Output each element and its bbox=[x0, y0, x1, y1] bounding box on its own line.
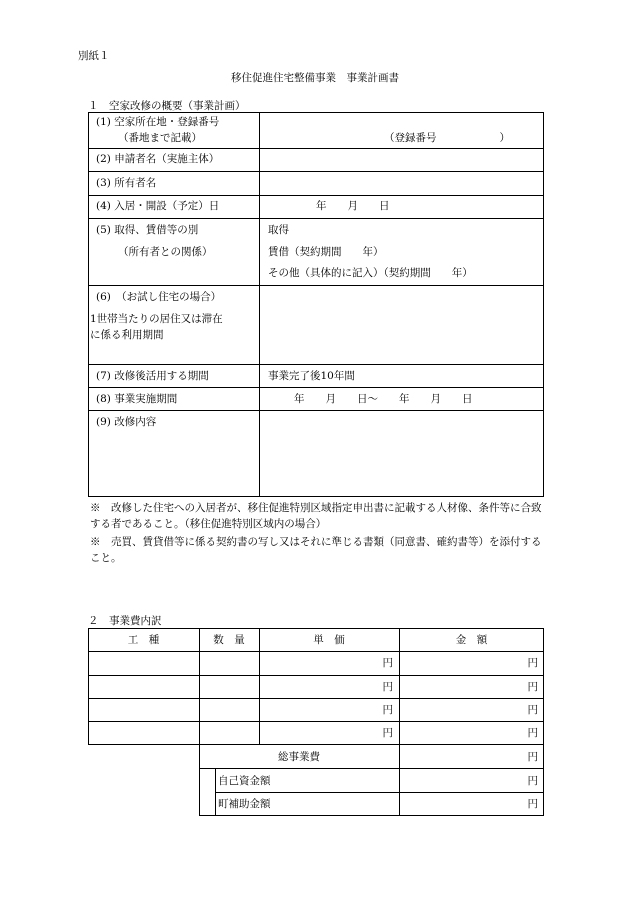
unit-price-cell-2[interactable]: 円 bbox=[382, 681, 393, 693]
row6-label-line1: (6) （お試し住宅の場合） bbox=[96, 291, 222, 303]
row5-label-line2: （所有者との関係） bbox=[118, 246, 213, 258]
note-1: ※ 改修した住宅への入居者が、移住促進特別区域指定申出書に記載する人材像、条件等に合致する者であること。（移住促進特別区域内の場合） bbox=[90, 502, 542, 530]
project-plan-table bbox=[88, 112, 544, 497]
note-2: ※ 売買、賃貸借等に係る契約書の写し又はそれに準じる書類（同意書、確約書等）を添付すること。 bbox=[90, 536, 542, 564]
row5-label-line1: (5) 取得、賃借等の別 bbox=[96, 224, 199, 236]
row3-label: (3) 所有者名 bbox=[96, 177, 157, 189]
utilization-period-value: 事業完了後10年間 bbox=[268, 370, 355, 382]
acquisition-option[interactable]: 取得 bbox=[268, 224, 289, 236]
row7-label: (7) 改修後活用する期間 bbox=[96, 370, 209, 382]
unit-price-cell-3[interactable]: 円 bbox=[382, 704, 393, 716]
row1-label-line2: （番地まで記載） bbox=[118, 132, 202, 144]
table-divider bbox=[259, 112, 260, 497]
amount-cell-1[interactable]: 円 bbox=[527, 657, 538, 669]
column-header-unit-price: 単 価 bbox=[313, 634, 345, 646]
unit-price-cell-1[interactable]: 円 bbox=[382, 657, 393, 669]
row2-label: (2) 申請者名（実施主体） bbox=[96, 153, 220, 165]
row6-label-line2: 1世帯当たりの居住又は滞在 bbox=[90, 313, 223, 325]
lease-option[interactable]: 賃借（契約期間 年） bbox=[268, 246, 384, 258]
amount-cell-2[interactable]: 円 bbox=[527, 681, 538, 693]
unit-price-cell-4[interactable]: 円 bbox=[382, 727, 393, 739]
amount-cell-3[interactable]: 円 bbox=[527, 704, 538, 716]
self-funds-amount[interactable]: 円 bbox=[527, 775, 538, 787]
total-cost-amount[interactable]: 円 bbox=[527, 751, 538, 763]
registration-number-field[interactable]: （登録番号 ） bbox=[384, 132, 510, 144]
amount-cell-4[interactable]: 円 bbox=[527, 727, 538, 739]
total-cost-label: 総事業費 bbox=[278, 751, 320, 763]
section1-heading: １ 空家改修の概要（事業計画） bbox=[88, 100, 246, 112]
other-option[interactable]: その他（具体的に記入）（契約期間 年） bbox=[268, 267, 473, 279]
self-funds-label: 自己資金額 bbox=[218, 775, 271, 787]
row6-label-line3: に係る利用期間 bbox=[90, 329, 164, 341]
move-in-date-field[interactable]: 年 月 日 bbox=[316, 200, 390, 212]
implementation-period-field[interactable]: 年 月 日～ 年 月 日 bbox=[294, 393, 473, 405]
attachment-label: 別紙１ bbox=[78, 50, 110, 62]
town-subsidy-label: 町補助金額 bbox=[218, 798, 271, 810]
town-subsidy-amount[interactable]: 円 bbox=[527, 798, 538, 810]
row8-label: (8) 事業実施期間 bbox=[96, 393, 178, 405]
document-title: 移住促進住宅整備事業 事業計画書 bbox=[231, 72, 399, 84]
row1-label-line1: (1) 空家所在地・登録番号 bbox=[96, 116, 220, 128]
row4-label: (4) 入居・開設（予定）日 bbox=[96, 200, 220, 212]
column-header-quantity: 数 量 bbox=[213, 634, 245, 646]
row9-label: (9) 改修内容 bbox=[96, 416, 157, 428]
column-header-work-type: 工 種 bbox=[127, 634, 160, 646]
column-header-amount: 金 額 bbox=[455, 634, 488, 646]
section2-heading: ２ 事業費内訳 bbox=[88, 615, 162, 627]
